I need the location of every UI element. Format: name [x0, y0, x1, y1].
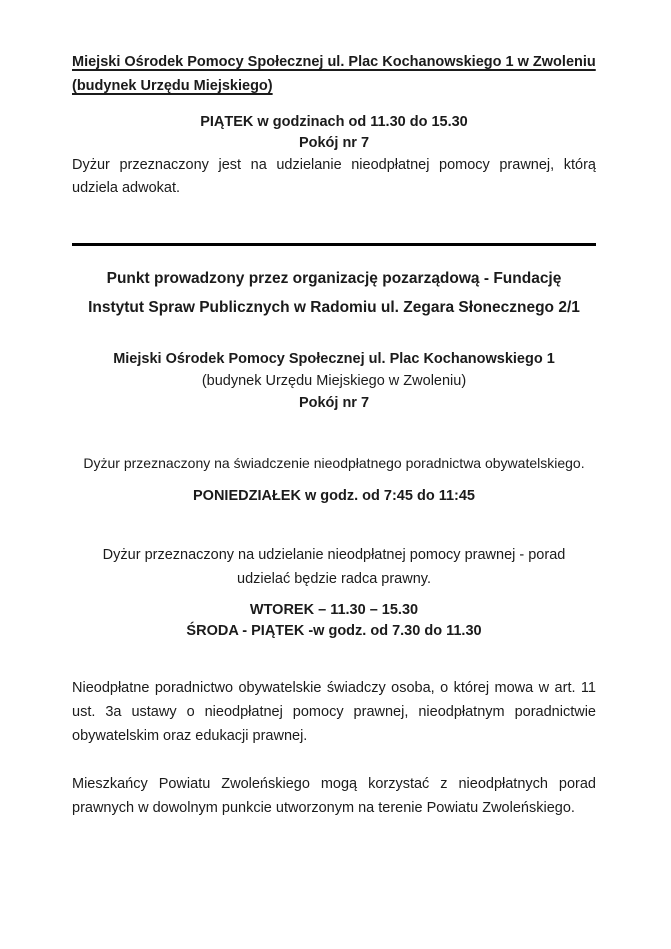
duty-description-line1: Dyżur przeznaczony jest na udzielanie nieodpłatnej pomocy prawnej, którą — [72, 157, 596, 173]
civic-advice-note-line3: obywatelskim oraz edukacji prawnej. — [72, 728, 308, 744]
address-line2: (budynek Urzędu Miejskiego w Zwoleniu) — [201, 373, 467, 389]
section-divider — [72, 243, 596, 246]
schedule-tuesday-line: WTOREK – 11.30 – 15.30 — [249, 602, 419, 618]
organization-heading — [72, 264, 596, 322]
location-heading — [72, 50, 596, 98]
civic-duty-line: Dyżur przeznaczony na świadczenie nieodpłatnego poradnictwa obywatelskiego. — [83, 455, 585, 471]
residents-note — [72, 772, 596, 820]
address-line1: Miejski Ośrodek Pomocy Społecznej ul. Plac Kochanowskiego 1 — [113, 351, 555, 367]
civic-advice-note — [72, 676, 596, 748]
schedule-friday-line: PIĄTEK w godzinach od 11.30 do 15.30 — [200, 114, 468, 130]
duty-description-paragraph — [72, 154, 596, 200]
residents-note-line2: prawnych w dowolnym punkcie utworzonym na terenie Powiatu Zwoleńskiego. — [72, 800, 575, 816]
room-number: Pokój nr 7 — [298, 135, 370, 151]
location-address — [72, 348, 596, 414]
schedule-wednesday-friday-line: ŚRODA - PIĄTEK -w godz. od 7.30 do 11.30 — [186, 623, 482, 639]
residents-note-line1: Mieszkańcy Powiatu Zwoleńskiego mogą korzystać z nieodpłatnych porad — [72, 776, 596, 792]
legal-duty-paragraph — [72, 543, 596, 591]
organization-heading-line2: Instytut Spraw Publicznych w Radomiu ul. Zegara Słonecznego 2/1 — [88, 299, 580, 316]
duty-description-line2: udziela adwokat. — [72, 180, 181, 196]
civic-advice-note-line2: ust. 3a ustawy o nieodpłatnej pomocy prawnej, nieodpłatnym poradnictwie — [72, 704, 596, 720]
room-number-2: Pokój nr 7 — [298, 395, 370, 411]
schedule-block — [72, 600, 596, 642]
legal-duty-line1: Dyżur przeznaczony na udzielanie nieodpłatnej pomocy prawnej - porad — [102, 547, 566, 563]
location-heading-line2: (budynek Urzędu Miejskiego) — [72, 78, 273, 94]
legal-duty-line2: udzielać będzie radca prawny. — [237, 571, 431, 587]
location-heading-line1: Miejski Ośrodek Pomocy Społecznej ul. Plac Kochanowskiego 1 w Zwoleniu — [72, 54, 596, 70]
schedule-monday-line: PONIEDZIAŁEK w godz. od 7:45 do 11:45 — [193, 488, 475, 504]
civic-advice-note-line1: Nieodpłatne poradnictwo obywatelskie świadczy osoba, o której mowa w art. 11 — [72, 680, 596, 696]
organization-heading-line1: Punkt prowadzony przez organizację pozarządową - Fundację — [106, 270, 562, 287]
